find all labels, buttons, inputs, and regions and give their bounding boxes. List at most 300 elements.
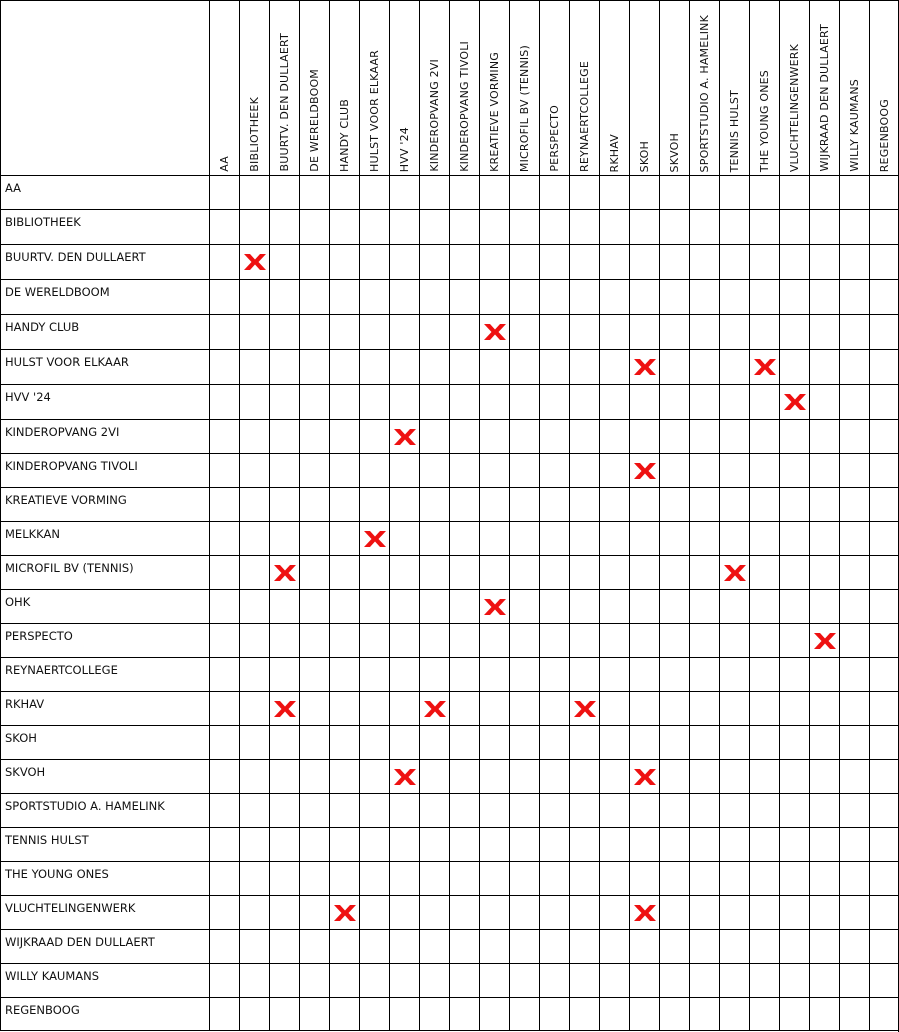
matrix-cell	[209, 589, 239, 623]
column-header-label: HULST VOOR ELKAAR	[368, 50, 381, 172]
matrix-cell	[839, 521, 869, 555]
column-header	[809, 0, 839, 175]
matrix-cell	[329, 209, 359, 244]
matrix-cell	[239, 384, 269, 419]
matrix-cell	[659, 691, 689, 725]
matrix-cell	[449, 209, 479, 244]
matrix-cell	[329, 623, 359, 657]
matrix-cell	[209, 279, 239, 314]
matrix-cell	[269, 725, 299, 759]
matrix-cell	[839, 929, 869, 963]
matrix-cell	[359, 314, 389, 349]
matrix-cell	[629, 279, 659, 314]
matrix-cell	[509, 895, 539, 929]
matrix-cell	[539, 793, 569, 827]
row-header	[0, 555, 209, 589]
matrix-cell	[269, 209, 299, 244]
matrix-cell	[659, 521, 689, 555]
matrix-cell	[539, 827, 569, 861]
matrix-cell	[779, 623, 809, 657]
matrix-cell	[779, 759, 809, 793]
matrix-cell	[719, 209, 749, 244]
matrix-cell	[389, 997, 419, 1031]
matrix-cell	[689, 827, 719, 861]
matrix-cell	[689, 279, 719, 314]
matrix-cell	[449, 279, 479, 314]
matrix-cell	[329, 725, 359, 759]
row-header-label: OHK	[5, 595, 31, 609]
matrix-cell	[239, 759, 269, 793]
matrix-cell	[749, 793, 779, 827]
matrix-cell	[359, 623, 389, 657]
matrix-cell	[569, 175, 599, 209]
matrix-cell	[539, 209, 569, 244]
matrix-cell	[359, 555, 389, 589]
matrix-cell	[479, 793, 509, 827]
matrix-cell	[269, 623, 299, 657]
matrix-cell	[809, 589, 839, 623]
matrix-cell	[749, 759, 779, 793]
matrix-cell	[809, 487, 839, 521]
matrix-cell	[839, 244, 869, 279]
column-header	[719, 0, 749, 175]
column-header	[359, 0, 389, 175]
matrix-cell	[719, 314, 749, 349]
matrix-cell	[869, 279, 899, 314]
matrix-cell	[329, 487, 359, 521]
matrix-cell	[659, 861, 689, 895]
column-header	[329, 0, 359, 175]
row-header	[0, 487, 209, 521]
matrix-cell	[269, 589, 299, 623]
matrix-cell	[809, 963, 839, 997]
matrix-cell	[599, 419, 629, 453]
matrix-cell	[239, 589, 269, 623]
matrix-cell	[599, 793, 629, 827]
matrix-cell	[779, 279, 809, 314]
matrix-cell	[629, 861, 659, 895]
matrix-cell	[869, 589, 899, 623]
red-x-icon	[242, 252, 268, 272]
matrix-cell	[269, 861, 299, 895]
matrix-cell	[299, 279, 329, 314]
matrix-cell	[359, 589, 389, 623]
matrix-cell	[749, 384, 779, 419]
matrix-cell	[659, 793, 689, 827]
matrix-cell	[239, 725, 269, 759]
matrix-cell	[869, 861, 899, 895]
matrix-cell	[689, 175, 719, 209]
column-header	[839, 0, 869, 175]
matrix-cell	[599, 384, 629, 419]
matrix-cell	[599, 453, 629, 487]
matrix-cell	[689, 314, 719, 349]
matrix-cell	[509, 555, 539, 589]
matrix-cell	[779, 349, 809, 384]
matrix-cell	[239, 861, 269, 895]
matrix-cell	[659, 895, 689, 929]
matrix-cell	[479, 314, 509, 349]
row-header-label: SPORTSTUDIO A. HAMELINK	[5, 799, 165, 813]
matrix-cell	[719, 384, 749, 419]
matrix-cell	[869, 657, 899, 691]
column-header-label: RKHAV	[608, 133, 621, 172]
row-header	[0, 453, 209, 487]
matrix-cell	[509, 861, 539, 895]
row-header	[0, 827, 209, 861]
matrix-cell	[209, 453, 239, 487]
column-header-label: HANDY CLUB	[338, 99, 351, 172]
matrix-cell	[779, 314, 809, 349]
matrix-cell	[509, 725, 539, 759]
matrix-cell	[689, 793, 719, 827]
matrix-cell	[479, 349, 509, 384]
matrix-cell	[239, 349, 269, 384]
matrix-cell	[809, 725, 839, 759]
matrix-cell	[509, 314, 539, 349]
column-header	[869, 0, 899, 175]
column-header-label: REGENBOOG	[878, 98, 891, 172]
red-x-icon	[722, 563, 748, 583]
matrix-cell	[329, 453, 359, 487]
matrix-cell	[689, 963, 719, 997]
row-header	[0, 895, 209, 929]
matrix-cell	[419, 349, 449, 384]
red-x-icon	[632, 903, 658, 923]
matrix-cell	[239, 314, 269, 349]
matrix-cell	[599, 861, 629, 895]
column-header	[689, 0, 719, 175]
matrix-cell	[209, 895, 239, 929]
matrix-cell	[839, 589, 869, 623]
matrix-cell	[659, 997, 689, 1031]
matrix-cell	[419, 963, 449, 997]
matrix-cell	[629, 384, 659, 419]
row-header-label: HVV '24	[5, 390, 51, 404]
matrix-cell	[689, 244, 719, 279]
matrix-cell	[569, 793, 599, 827]
row-header-label: WIJKRAAD DEN DULLAERT	[5, 935, 155, 949]
row-header-label: BIBLIOTHEEK	[5, 215, 81, 229]
matrix-cell	[209, 759, 239, 793]
matrix-cell	[239, 175, 269, 209]
matrix-cell	[839, 555, 869, 589]
matrix-cell	[659, 555, 689, 589]
column-header-label: BUURTV. DEN DULLAERT	[278, 33, 291, 172]
matrix-cell	[269, 521, 299, 555]
red-x-icon	[482, 597, 508, 617]
matrix-cell	[719, 279, 749, 314]
matrix-cell	[779, 861, 809, 895]
matrix-cell	[659, 419, 689, 453]
matrix-cell	[749, 314, 779, 349]
matrix-cell	[689, 657, 719, 691]
matrix-cell	[269, 691, 299, 725]
matrix-cell	[299, 759, 329, 793]
matrix-cell	[569, 963, 599, 997]
row-header	[0, 244, 209, 279]
matrix-cell	[419, 589, 449, 623]
matrix-cell	[629, 623, 659, 657]
matrix-cell	[209, 314, 239, 349]
matrix-cell	[809, 827, 839, 861]
matrix-cell	[659, 963, 689, 997]
matrix-cell	[659, 827, 689, 861]
matrix-cell	[329, 929, 359, 963]
matrix-cell	[749, 244, 779, 279]
matrix-cell	[479, 555, 509, 589]
matrix-cell	[779, 589, 809, 623]
matrix-cell	[239, 521, 269, 555]
red-x-icon	[272, 699, 298, 719]
matrix-cell	[779, 725, 809, 759]
matrix-cell	[449, 419, 479, 453]
matrix-cell	[419, 895, 449, 929]
matrix-cell	[449, 793, 479, 827]
matrix-cell	[329, 827, 359, 861]
matrix-cell	[419, 929, 449, 963]
matrix-cell	[419, 453, 449, 487]
matrix-cell	[209, 209, 239, 244]
matrix-cell	[539, 895, 569, 929]
matrix-cell	[569, 279, 599, 314]
matrix-cell	[479, 895, 509, 929]
matrix-cell	[449, 895, 479, 929]
matrix-cell	[539, 279, 569, 314]
matrix-cell	[509, 827, 539, 861]
matrix-cell	[509, 384, 539, 419]
matrix-cell	[539, 963, 569, 997]
matrix-cell	[509, 657, 539, 691]
matrix-cell	[239, 244, 269, 279]
matrix-cell	[299, 487, 329, 521]
matrix-cell	[419, 419, 449, 453]
matrix-cell	[569, 384, 599, 419]
matrix-cell	[329, 759, 359, 793]
matrix-cell	[419, 209, 449, 244]
matrix-cell	[839, 453, 869, 487]
matrix-cell	[779, 453, 809, 487]
matrix-cell	[419, 244, 449, 279]
matrix-cell	[419, 657, 449, 691]
matrix-cell	[809, 521, 839, 555]
matrix-cell	[839, 895, 869, 929]
column-header	[599, 0, 629, 175]
matrix-cell	[869, 691, 899, 725]
matrix-cell	[719, 487, 749, 521]
matrix-cell	[569, 209, 599, 244]
matrix-cell	[779, 175, 809, 209]
matrix-cell	[389, 279, 419, 314]
matrix-cell	[599, 555, 629, 589]
matrix-cell	[539, 589, 569, 623]
matrix-cell	[779, 555, 809, 589]
matrix-cell	[569, 487, 599, 521]
matrix-cell	[599, 349, 629, 384]
matrix-cell	[299, 419, 329, 453]
matrix-cell	[269, 793, 299, 827]
row-header-label: REGENBOOG	[5, 1003, 80, 1017]
matrix-cell	[569, 759, 599, 793]
matrix-cell	[479, 589, 509, 623]
matrix-cell	[209, 827, 239, 861]
matrix-cell	[299, 929, 329, 963]
matrix-cell	[449, 487, 479, 521]
matrix-cell	[479, 725, 509, 759]
matrix-cell	[269, 759, 299, 793]
matrix-cell	[509, 209, 539, 244]
matrix-cell	[599, 759, 629, 793]
matrix-cell	[209, 793, 239, 827]
matrix-cell	[209, 623, 239, 657]
matrix-cell	[749, 349, 779, 384]
matrix-cell	[389, 657, 419, 691]
matrix-cell	[719, 623, 749, 657]
matrix-cell	[389, 759, 419, 793]
matrix-cell	[809, 657, 839, 691]
matrix-cell	[509, 997, 539, 1031]
matrix-cell	[599, 929, 629, 963]
column-header-label: KINDEROPVANG 2VI	[428, 59, 441, 172]
matrix-cell	[329, 589, 359, 623]
matrix-cell	[479, 963, 509, 997]
matrix-cell	[299, 244, 329, 279]
matrix-cell	[449, 521, 479, 555]
matrix-cell	[359, 827, 389, 861]
column-header-label: WIJKRAAD DEN DULLAERT	[818, 24, 831, 172]
matrix-cell	[779, 244, 809, 279]
matrix-cell	[599, 209, 629, 244]
matrix-cell	[539, 691, 569, 725]
row-header	[0, 384, 209, 419]
matrix-cell	[329, 419, 359, 453]
matrix-cell	[809, 384, 839, 419]
matrix-cell	[569, 861, 599, 895]
matrix-cell	[329, 793, 359, 827]
matrix-cell	[329, 175, 359, 209]
matrix-cell	[599, 623, 629, 657]
matrix-cell	[539, 555, 569, 589]
matrix-cell	[299, 861, 329, 895]
matrix-cell	[839, 997, 869, 1031]
red-x-icon	[812, 631, 838, 651]
matrix-cell	[359, 244, 389, 279]
matrix-cell	[809, 209, 839, 244]
red-x-icon	[632, 767, 658, 787]
matrix-cell	[809, 895, 839, 929]
matrix-cell	[659, 759, 689, 793]
row-header-label: TENNIS HULST	[5, 833, 89, 847]
matrix-cell	[599, 244, 629, 279]
column-header	[509, 0, 539, 175]
matrix-cell	[569, 657, 599, 691]
matrix-cell	[329, 555, 359, 589]
matrix-cell	[749, 453, 779, 487]
matrix-cell	[389, 555, 419, 589]
matrix-cell	[509, 623, 539, 657]
row-header-label: KINDEROPVANG 2VI	[5, 425, 120, 439]
matrix-cell	[479, 657, 509, 691]
matrix-cell	[509, 279, 539, 314]
matrix-cell	[659, 244, 689, 279]
matrix-cell	[689, 487, 719, 521]
matrix-cell	[689, 725, 719, 759]
matrix-cell	[869, 244, 899, 279]
red-x-icon	[272, 563, 298, 583]
matrix-cell	[719, 861, 749, 895]
matrix-cell	[749, 691, 779, 725]
matrix-cell	[689, 895, 719, 929]
matrix-corner	[0, 0, 209, 175]
row-header	[0, 623, 209, 657]
red-x-icon	[782, 392, 808, 412]
matrix-cell	[479, 623, 509, 657]
matrix-cell	[329, 895, 359, 929]
matrix-cell	[239, 453, 269, 487]
matrix-cell	[269, 487, 299, 521]
matrix-cell	[269, 175, 299, 209]
matrix-cell	[449, 175, 479, 209]
matrix-cell	[569, 419, 599, 453]
matrix-cell	[449, 589, 479, 623]
matrix-cell	[689, 929, 719, 963]
row-header	[0, 963, 209, 997]
matrix-cell	[329, 384, 359, 419]
matrix-cell	[419, 521, 449, 555]
matrix-cell	[329, 691, 359, 725]
matrix-cell	[479, 759, 509, 793]
matrix-cell	[209, 963, 239, 997]
matrix-cell	[449, 997, 479, 1031]
row-header	[0, 175, 209, 209]
row-header	[0, 997, 209, 1031]
matrix-cell	[389, 691, 419, 725]
matrix-cell	[419, 487, 449, 521]
matrix-cell	[419, 793, 449, 827]
matrix-cell	[269, 419, 299, 453]
row-header-label: MICROFIL BV (TENNIS)	[5, 561, 134, 575]
matrix-cell	[359, 861, 389, 895]
matrix-cell	[359, 997, 389, 1031]
matrix-cell	[569, 997, 599, 1031]
matrix-cell	[569, 929, 599, 963]
matrix-cell	[659, 487, 689, 521]
matrix-cell	[239, 209, 269, 244]
matrix-cell	[839, 793, 869, 827]
matrix-cell	[299, 657, 329, 691]
matrix-cell	[629, 895, 659, 929]
row-header	[0, 349, 209, 384]
column-header	[419, 0, 449, 175]
matrix-cell	[419, 314, 449, 349]
matrix-cell	[659, 657, 689, 691]
matrix-cell	[479, 209, 509, 244]
matrix-cell	[479, 279, 509, 314]
matrix-cell	[569, 827, 599, 861]
matrix-cell	[359, 963, 389, 997]
matrix-cell	[389, 589, 419, 623]
row-header-label: THE YOUNG ONES	[5, 867, 109, 881]
matrix-cell	[359, 279, 389, 314]
matrix-cell	[329, 349, 359, 384]
row-header-label: MELKKAN	[5, 527, 60, 541]
matrix-cell	[449, 555, 479, 589]
matrix-cell	[239, 895, 269, 929]
row-header-label: SKVOH	[5, 765, 46, 779]
matrix-cell	[689, 555, 719, 589]
row-header	[0, 314, 209, 349]
matrix-cell	[629, 759, 659, 793]
